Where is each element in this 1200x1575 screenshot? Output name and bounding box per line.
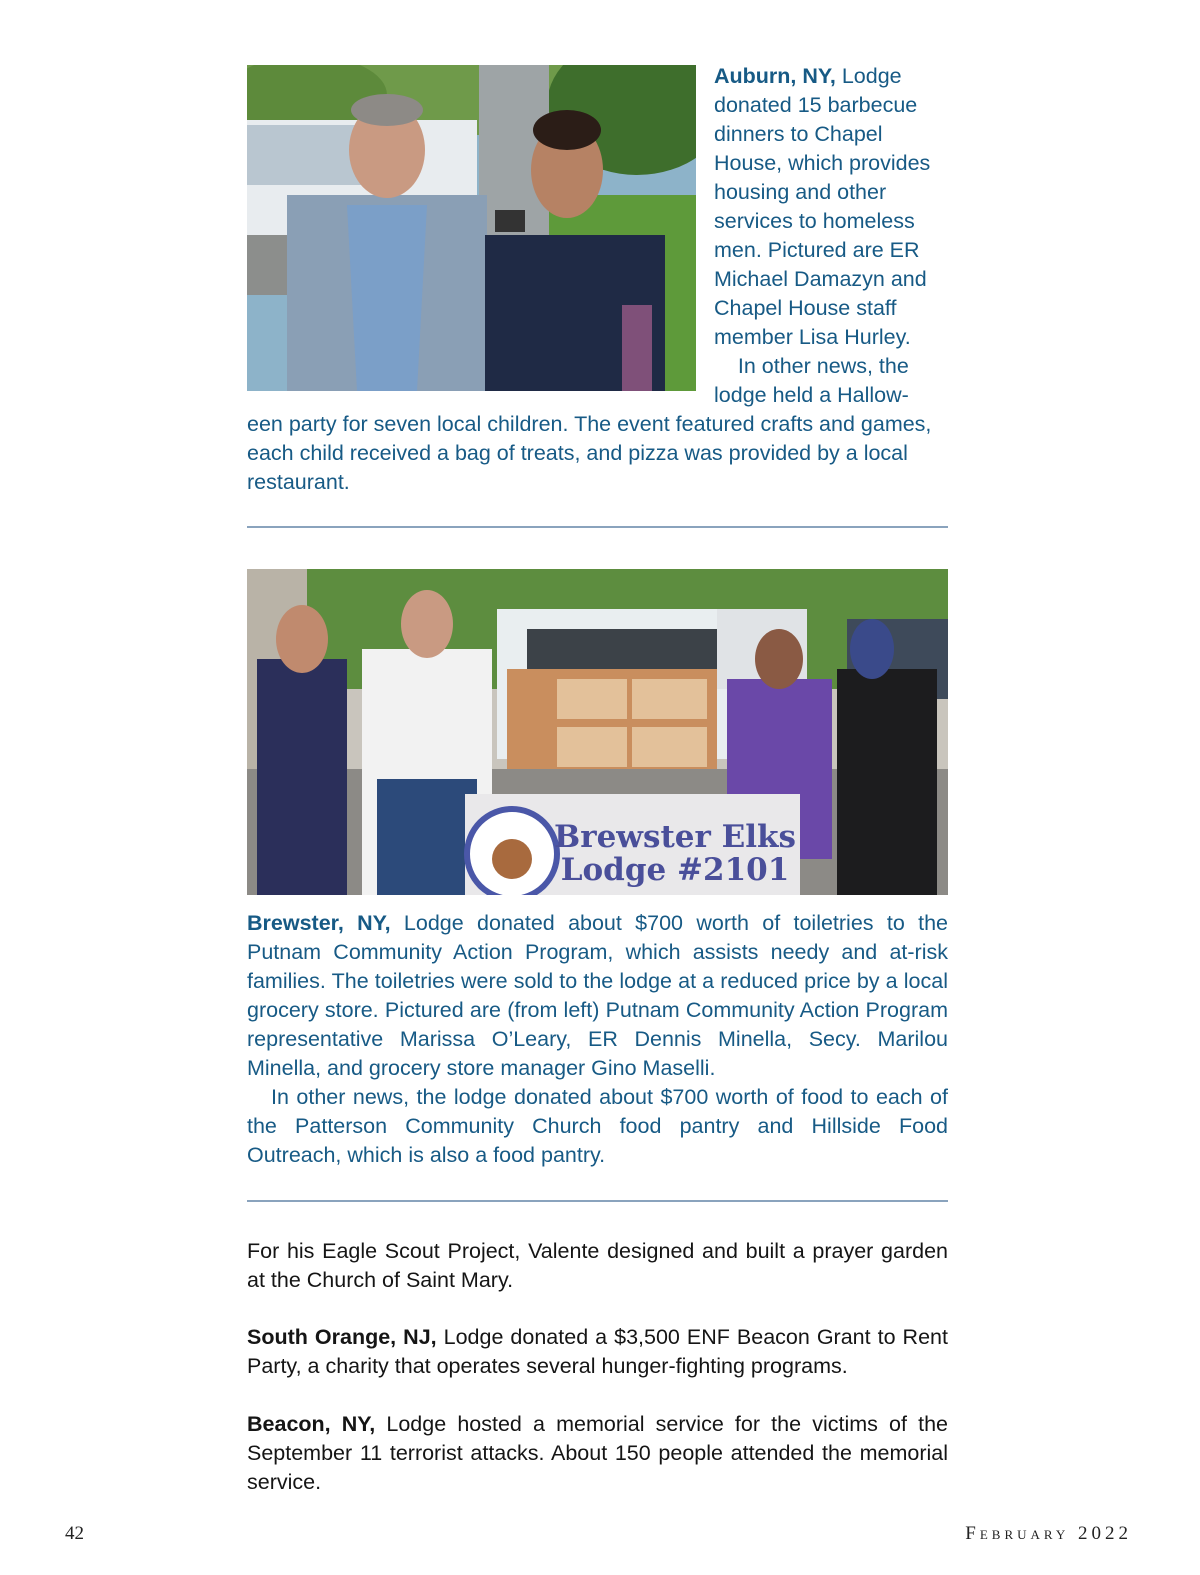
auburn-line-9: Chapel House staff (714, 296, 897, 320)
auburn-line-10: member Lisa Hurley. (714, 325, 911, 349)
banner-text (545, 821, 805, 887)
auburn-line-6: services to homeless (714, 209, 915, 233)
brewster-para-1: Brewster, NY, Lodge donated about $700 worth of toiletries to the Putnam Community Action Program, which assists needy and at-risk families. The toiletries were sold to the lodge at a reduced price by a local grocery store. Pictured are (from left) Putnam Community Action Program representative Marissa O’Leary, ER Dennis Minella, Secy. Marilou Minella, and grocery store manager Gino Maselli. (247, 911, 949, 1080)
auburn-line-1: Auburn, NY, Lodge (714, 64, 902, 88)
brewster-lead: Brewster, NY, (247, 911, 391, 935)
brewster-para-2: In other news, the lodge donated about $700 worth of food to each of the Patterson Community Church food pantry and Hillside Food Outreach, which is also a food pantry. (247, 1085, 948, 1167)
brewster-photo (247, 569, 948, 895)
section-divider-1 (247, 526, 948, 528)
beacon-lead: Beacon, NY, (247, 1412, 376, 1436)
auburn-line-3: dinners to Chapel (714, 122, 883, 146)
auburn-line-7: men. Pictured are ER (714, 238, 920, 262)
beacon-text: Beacon, NY, Lodge hosted a memorial service for the victims of the September 11 terrorist attacks. About 150 people attended the memorial service. (247, 1412, 948, 1494)
banner-line-1: Brewster Elks (554, 819, 796, 855)
south-orange-text: South Orange, NJ, Lodge donated a $3,500 ENF Beacon Grant to Rent Party, a charity that operates several hunger-fighting programs. (247, 1325, 948, 1378)
page-number: 42 (65, 1523, 84, 1544)
auburn-line-12: lodge held a Hallow- (714, 383, 909, 407)
auburn-line-8: Michael Damazyn and (714, 267, 927, 291)
auburn-line-5: housing and other (714, 180, 887, 204)
auburn-line-4: House, which provides (714, 151, 931, 175)
auburn-line-2: donated 15 barbecue (714, 93, 918, 117)
auburn-line-11: In other news, the (714, 354, 909, 378)
south-orange-lead: South Orange, NJ, (247, 1325, 437, 1349)
auburn-photo (247, 65, 696, 391)
eagle-scout-text: For his Eagle Scout Project, Valente designed and built a prayer garden at the Church of Saint Mary. (247, 1239, 948, 1292)
section-divider-2 (247, 1200, 948, 1202)
auburn-wrap-text (714, 62, 954, 410)
banner-line-2: Lodge #2101 (560, 852, 790, 888)
issue-date: February 2022 (965, 1523, 1132, 1544)
auburn-lead: Auburn, NY, (714, 64, 836, 88)
auburn-full-text: een party for seven local children. The event featured crafts and games, each child received a bag of treats, and pizza was provided by a local restaurant. (247, 412, 932, 494)
